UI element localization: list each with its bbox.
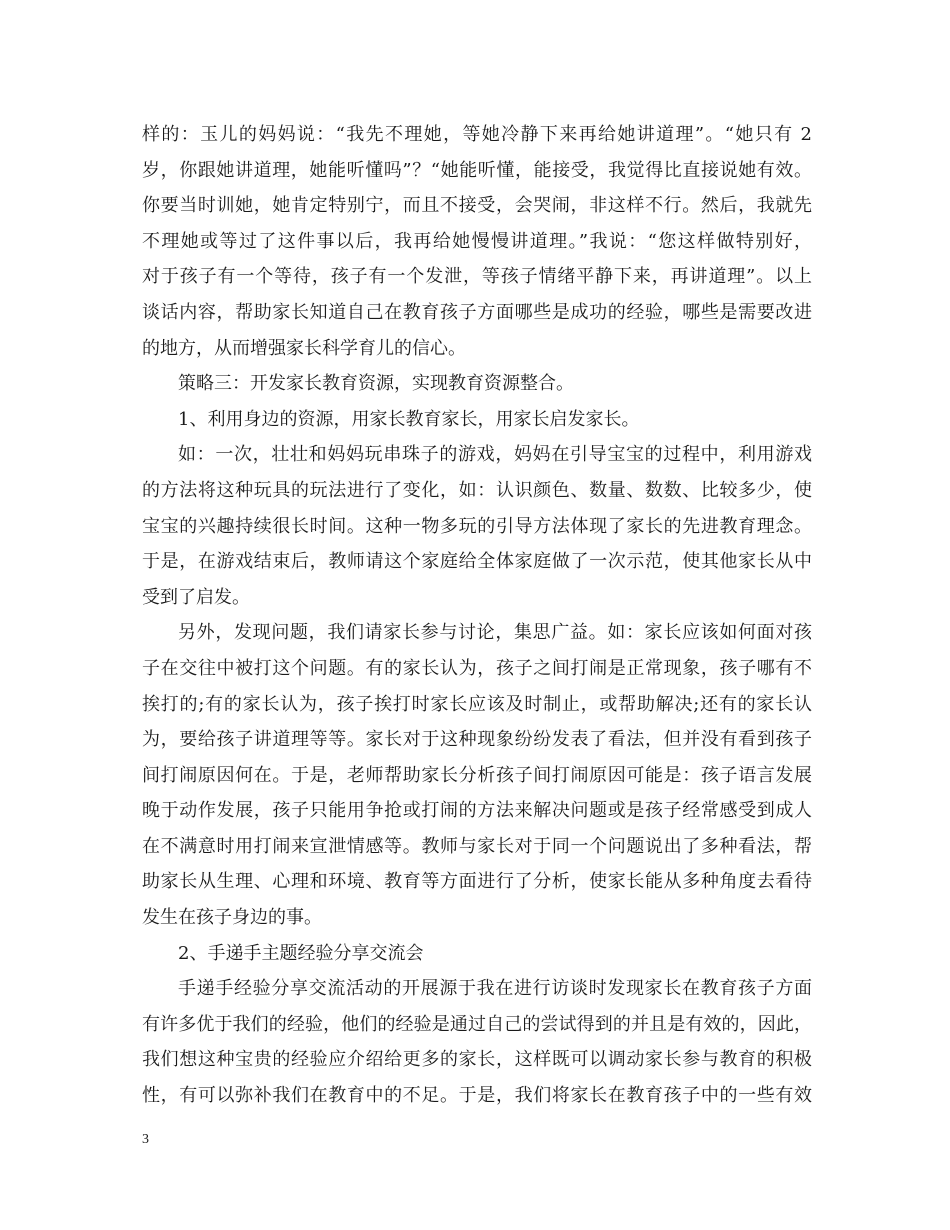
text-line: 不理她或等过了这件事以后，我再给她慢慢讲道理。”我说：“您这样做特别好， bbox=[142, 230, 812, 252]
text-line: 的方法将这种玩具的玩法进行了变化，如：认识颜色、数量、数数、比较多少，使 bbox=[142, 479, 812, 501]
text-line: 受到了启发。 bbox=[142, 586, 250, 608]
text-line: 的地方，从而增强家长科学育儿的信心。 bbox=[142, 337, 466, 359]
text-line: 1、利用身边的资源，用家长教育家长，用家长启发家长。 bbox=[178, 408, 640, 430]
text-line: 样的：玉儿的妈妈说：“我先不理她，等她冷静下来再给她讲道理”。“她只有 2 bbox=[142, 124, 812, 145]
text-line: 性，有可以弥补我们在教育中的不足。于是，我们将家长在教育孩子中的一些有效 bbox=[142, 1085, 812, 1107]
text-line: 宝宝的兴趣持续很长时间。这种一物多玩的引导方法体现了家长的先进教育理念。 bbox=[142, 515, 812, 537]
text-line: 挨打的;有的家长认为，孩子挨打时家长应该及时制止，或帮助解决;还有的家长认 bbox=[142, 693, 812, 715]
text-line: 如：一次，壮壮和妈妈玩串珠子的游戏，妈妈在引导宝宝的过程中，利用游戏 bbox=[178, 444, 812, 466]
text-line: 谈话内容，帮助家长知道自己在教育孩子方面哪些是成功的经验，哪些是需要改进 bbox=[142, 301, 812, 323]
text-line: 我们想这种宝贵的经验应介绍给更多的家长，这样既可以调动家长参与教育的积极 bbox=[142, 1049, 812, 1071]
text-line: 晚于动作发展，孩子只能用争抢或打闹的方法来解决问题或是孩子经常感受到成人 bbox=[142, 800, 812, 822]
body-text bbox=[142, 117, 812, 1114]
text-line: 策略三：开发家长教育资源，实现教育资源整合。 bbox=[178, 373, 574, 395]
page-number: 3 bbox=[142, 1132, 149, 1147]
text-line: 发生在孩子身边的事。 bbox=[142, 907, 322, 929]
text-line: 有许多优于我们的经验，他们的经验是通过自己的尝试得到的并且是有效的，因此， bbox=[142, 1013, 812, 1035]
text-line: 岁，你跟她讲道理，她能听懂吗”？“她能听懂，能接受，我觉得比直接说她有效。 bbox=[142, 159, 812, 181]
text-line: 对于孩子有一个等待，孩子有一个发泄，等孩子情绪平静下来，再讲道理”。以上 bbox=[142, 266, 812, 288]
text-line: 另外，发现问题，我们请家长参与讨论，集思广益。如：家长应该如何面对孩 bbox=[178, 622, 812, 644]
text-line: 你要当时训她，她肯定特别宁，而且不接受，会哭闹，非这样不行。然后，我就先 bbox=[142, 195, 812, 217]
text-line: 间打闹原因何在。于是，老师帮助家长分析孩子间打闹原因可能是：孩子语言发展 bbox=[142, 764, 812, 786]
text-line: 在不满意时用打闹来宣泄情感等。教师与家长对于同一个问题说出了多种看法，帮 bbox=[142, 835, 812, 857]
text-line: 为，要给孩子讲道理等等。家长对于这种现象纷纷发表了看法，但并没有看到孩子 bbox=[142, 729, 812, 751]
text-line: 助家长从生理、心理和环境、教育等方面进行了分析，使家长能从多种角度去看待 bbox=[142, 871, 812, 893]
text-line: 于是，在游戏结束后，教师请这个家庭给全体家庭做了一次示范，使其他家长从中 bbox=[142, 551, 812, 573]
text-line: 2、手递手主题经验分享交流会 bbox=[178, 942, 424, 964]
text-line: 子在交往中被打这个问题。有的家长认为，孩子之间打闹是正常现象，孩子哪有不 bbox=[142, 657, 812, 679]
text-line: 手递手经验分享交流活动的开展源于我在进行访谈时发现家长在教育孩子方面 bbox=[178, 978, 812, 1000]
